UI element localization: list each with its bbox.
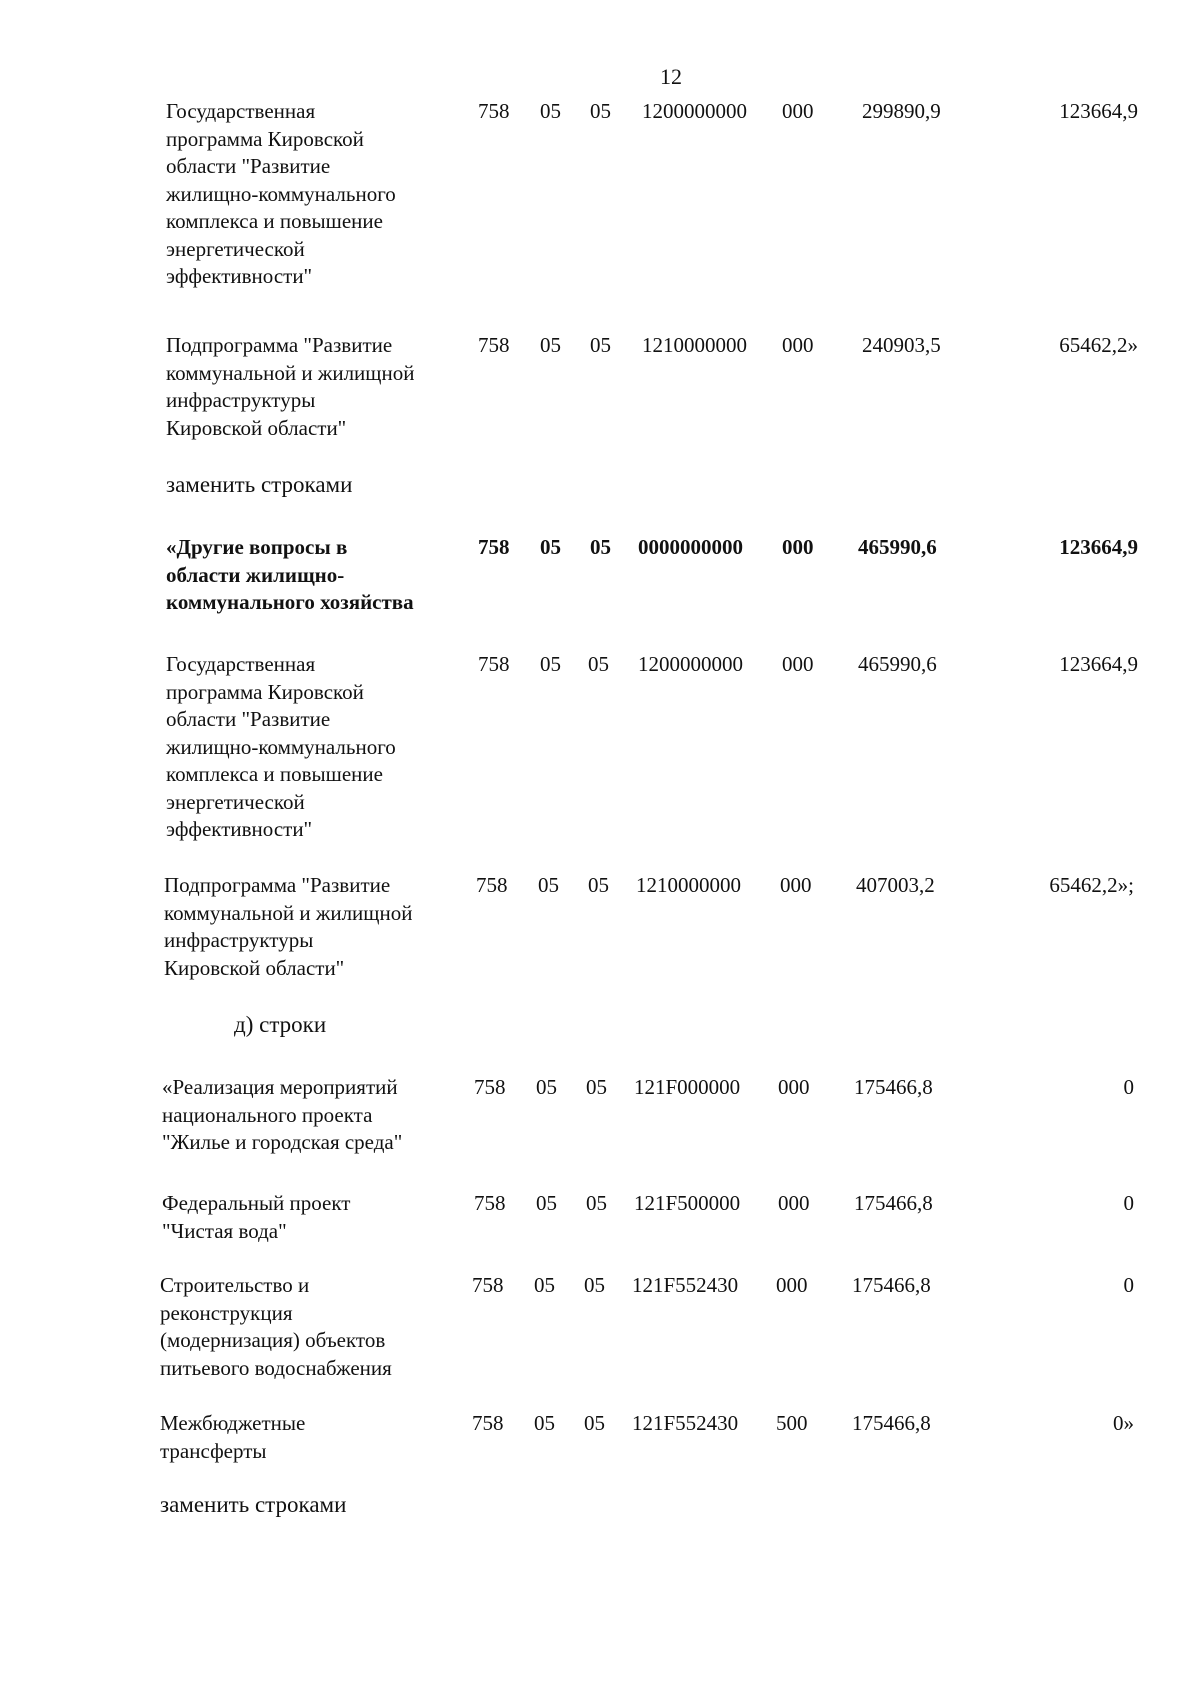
target-article-code: 121F552430	[632, 1411, 739, 1435]
section-code: 05	[540, 652, 561, 676]
amount-2: 0	[1123, 1191, 1134, 1215]
expense-type-code: 000	[776, 1273, 808, 1297]
amount-1: 240903,5	[862, 333, 941, 357]
row-description	[162, 1190, 462, 1245]
amount-1: 465990,6	[858, 652, 937, 676]
ministry-code: 758	[472, 1273, 504, 1297]
target-article-code: 0000000000	[638, 535, 743, 559]
row-description	[166, 98, 466, 291]
amount-2: 123664,9	[1059, 535, 1138, 559]
desc-line: области "Развитие	[166, 154, 331, 178]
instruction-rows: д) строки	[234, 1012, 327, 1037]
target-article-code: 1200000000	[642, 99, 747, 123]
section-code: 05	[534, 1411, 555, 1435]
desc-line: «Другие вопросы в	[166, 535, 348, 559]
expense-type-code: 500	[776, 1411, 808, 1435]
ministry-code: 758	[476, 873, 508, 897]
desc-line: области "Развитие	[166, 707, 331, 731]
expense-type-code: 000	[778, 1075, 810, 1099]
ministry-code: 758	[474, 1075, 506, 1099]
desc-line: комплекса и повышение	[166, 762, 383, 786]
desc-line: программа Кировской	[166, 679, 364, 704]
subsection-code: 05	[588, 873, 609, 897]
ministry-code: 758	[478, 333, 510, 357]
ministry-code: 758	[478, 535, 510, 559]
amount-1: 175466,8	[852, 1273, 931, 1297]
target-article-code: 1210000000	[642, 333, 747, 357]
desc-line: «Реализация мероприятий	[162, 1075, 398, 1099]
section-code: 05	[540, 99, 561, 123]
subsection-code: 05	[586, 1075, 607, 1099]
desc-line: Межбюджетные	[160, 1411, 306, 1435]
instruction-replace: заменить строками	[166, 472, 353, 497]
subsection-code: 05	[584, 1411, 605, 1435]
desc-line: инфраструктуры	[164, 928, 314, 952]
target-article-code: 1210000000	[636, 873, 741, 897]
subsection-code: 05	[590, 99, 611, 123]
amount-2: 0»	[1113, 1411, 1134, 1435]
ministry-code: 758	[472, 1411, 504, 1435]
amount-2: 0	[1123, 1075, 1134, 1099]
row-description	[166, 651, 466, 844]
desc-line: инфраструктуры	[166, 388, 316, 412]
ministry-code: 758	[474, 1191, 506, 1215]
subsection-code: 05	[590, 535, 611, 559]
expense-type-code: 000	[782, 535, 814, 559]
desc-line: Государственная	[166, 99, 316, 123]
expense-type-code: 000	[782, 333, 814, 357]
amount-2: 65462,2»	[1059, 333, 1138, 357]
desc-line: трансферты	[160, 1438, 267, 1463]
target-article-code: 121F500000	[634, 1191, 741, 1215]
row-description	[160, 1410, 460, 1465]
expense-type-code: 000	[780, 873, 812, 897]
desc-line: программа Кировской	[166, 126, 364, 151]
row-description	[160, 1272, 460, 1382]
row-description	[166, 534, 466, 617]
desc-line: Строительство и	[160, 1273, 310, 1297]
amount-1: 465990,6	[858, 535, 937, 559]
section-code: 05	[534, 1273, 555, 1297]
desc-line: реконструкция	[160, 1300, 293, 1325]
desc-line: "Жилье и городская среда"	[162, 1130, 403, 1154]
amount-1: 299890,9	[862, 99, 941, 123]
target-article-code: 121F552430	[632, 1273, 739, 1297]
section-code: 05	[536, 1191, 557, 1215]
target-article-code: 1200000000	[638, 652, 743, 676]
expense-type-code: 000	[778, 1191, 810, 1215]
amount-2: 0	[1123, 1273, 1134, 1297]
subsection-code: 05	[584, 1273, 605, 1297]
subsection-code: 05	[588, 652, 609, 676]
desc-line: коммунальной и жилищной	[166, 360, 415, 385]
amount-2: 123664,9	[1059, 652, 1138, 676]
amount-2: 65462,2»;	[1049, 873, 1134, 897]
expense-type-code: 000	[782, 652, 814, 676]
desc-line: эффективности"	[166, 817, 313, 841]
desc-line: эффективности"	[166, 264, 313, 288]
desc-line: питьевого водоснабжения	[160, 1355, 392, 1380]
expense-type-code: 000	[782, 99, 814, 123]
section-code: 05	[538, 873, 559, 897]
section-code: 05	[536, 1075, 557, 1099]
desc-line: Кировской области"	[164, 955, 345, 980]
desc-line: национального проекта	[162, 1102, 373, 1127]
desc-line: энергетической	[166, 236, 305, 261]
desc-line: жилищно-коммунального	[166, 734, 396, 759]
amount-1: 175466,8	[852, 1411, 931, 1435]
desc-line: Подпрограмма "Развитие	[166, 333, 393, 357]
section-code: 05	[540, 333, 561, 357]
ministry-code: 758	[478, 99, 510, 123]
instruction-replace: заменить строками	[160, 1492, 347, 1517]
desc-line: Государственная	[166, 652, 316, 676]
subsection-code: 05	[590, 333, 611, 357]
section-code: 05	[540, 535, 561, 559]
desc-line: жилищно-коммунального	[166, 181, 396, 206]
subsection-code: 05	[586, 1191, 607, 1215]
desc-line: коммунального хозяйства	[166, 590, 414, 614]
row-description	[166, 332, 466, 442]
desc-line: Кировской области"	[166, 415, 347, 440]
desc-line: "Чистая вода"	[162, 1218, 287, 1243]
desc-line: коммунальной и жилищной	[164, 900, 413, 925]
desc-line: энергетической	[166, 789, 305, 814]
desc-line: Подпрограмма "Развитие	[164, 873, 391, 897]
ministry-code: 758	[478, 652, 510, 676]
row-description	[164, 872, 464, 982]
desc-line: комплекса и повышение	[166, 209, 383, 233]
row-description	[162, 1074, 462, 1157]
amount-1: 175466,8	[854, 1075, 933, 1099]
desc-line: (модернизация) объектов	[160, 1328, 386, 1352]
amount-1: 175466,8	[854, 1191, 933, 1215]
page-number: 12	[660, 64, 682, 89]
amount-2: 123664,9	[1059, 99, 1138, 123]
desc-line: области жилищно-	[166, 562, 345, 587]
target-article-code: 121F000000	[634, 1075, 741, 1099]
amount-1: 407003,2	[856, 873, 935, 897]
desc-line: Федеральный проект	[162, 1191, 351, 1215]
